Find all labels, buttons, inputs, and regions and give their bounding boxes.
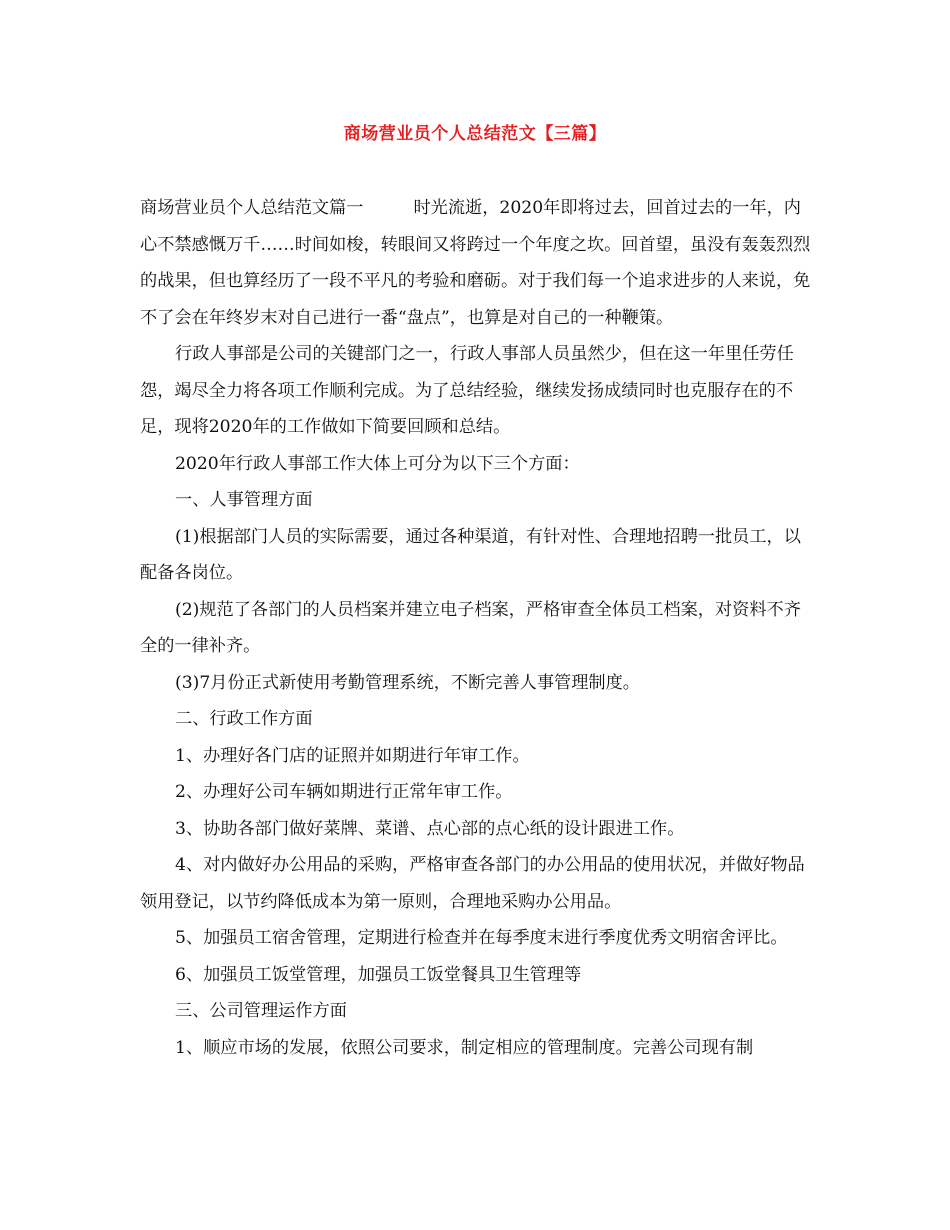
- paragraph-item-1: (1)根据部门人员的实际需要，通过各种渠道，有针对性、合理地招聘一批员工，以配备各岗位。: [140, 526, 801, 583]
- paragraph-admin-3: 3、协助各部门做好菜牌、菜谱、点心部的点心纸的设计跟进工作。: [175, 818, 685, 839]
- section-heading-management: 三、公司管理运作方面: [175, 1001, 347, 1021]
- paragraph-admin-4: 4、对内做好办公用品的采购，严格审查各部门的办公用品的使用状况，并做好物品领用登记，以节约降低成本为第一原则，合理地采购办公用品。: [140, 855, 805, 912]
- document-body: [140, 190, 812, 1066]
- intro-paragraph: [140, 190, 812, 336]
- paragraph-2: 2020年行政人事部工作大体上可分为以下三个方面：: [175, 453, 580, 474]
- paragraph-admin-1: 1、办理好各门店的证照并如期进行年审工作。: [175, 745, 530, 766]
- paragraph-item-3: (3)7月份正式新使用考勤管理系统，不断完善人事管理制度。: [175, 672, 640, 693]
- section-heading-personnel: 一、人事管理方面: [175, 490, 313, 510]
- paragraph-1: 行政人事部是公司的关键部门之一，行政人事部人员虽然少，但在这一年里任劳任怨，竭尽全力将各项工作顺利完成。为了总结经验，继续发扬成绩同时也克服存在的不足，现将2020年的工作做如下简要回顾和总结。: [140, 344, 794, 437]
- section-heading-admin: 二、行政工作方面: [175, 709, 313, 729]
- paragraph-admin-6: 6、加强员工饭堂管理，加强员工饭堂餐具卫生管理等: [175, 964, 582, 985]
- paragraph-admin-5: 5、加强员工宿舍管理，定期进行检查并在每季度末进行季度优秀文明宿舍评比。: [175, 928, 788, 948]
- paragraph-item-2: (2)规范了各部门的人员档案并建立电子档案，严格审查全体员工档案，对资料不齐全的一律补齐。: [140, 599, 801, 656]
- intro-text: 时光流逝，2020年即将过去，回首过去的一年，内心不禁感慨万千……时间如梭，转眼间又将跨过一个年度之坎。回首望，虽没有轰轰烈烈的战果，但也算经历了一段不平凡的考验和磨砺。对于我们每一个追求进步的人来说，免不了会在年终岁末对自己进行一番“盘点”，也算是对自己的一种鞭策。: [140, 198, 811, 328]
- intro-heading: 商场营业员个人总结范文篇一: [140, 198, 364, 218]
- paragraph-admin-2: 2、办理好公司车辆如期进行正常年审工作。: [175, 782, 513, 802]
- paragraph-management-1: 1、顺应市场的发展，依照公司要求，制定相应的管理制度。完善公司现有制: [175, 1037, 754, 1058]
- document-title: 商场营业员个人总结范文【三篇】: [343, 124, 607, 144]
